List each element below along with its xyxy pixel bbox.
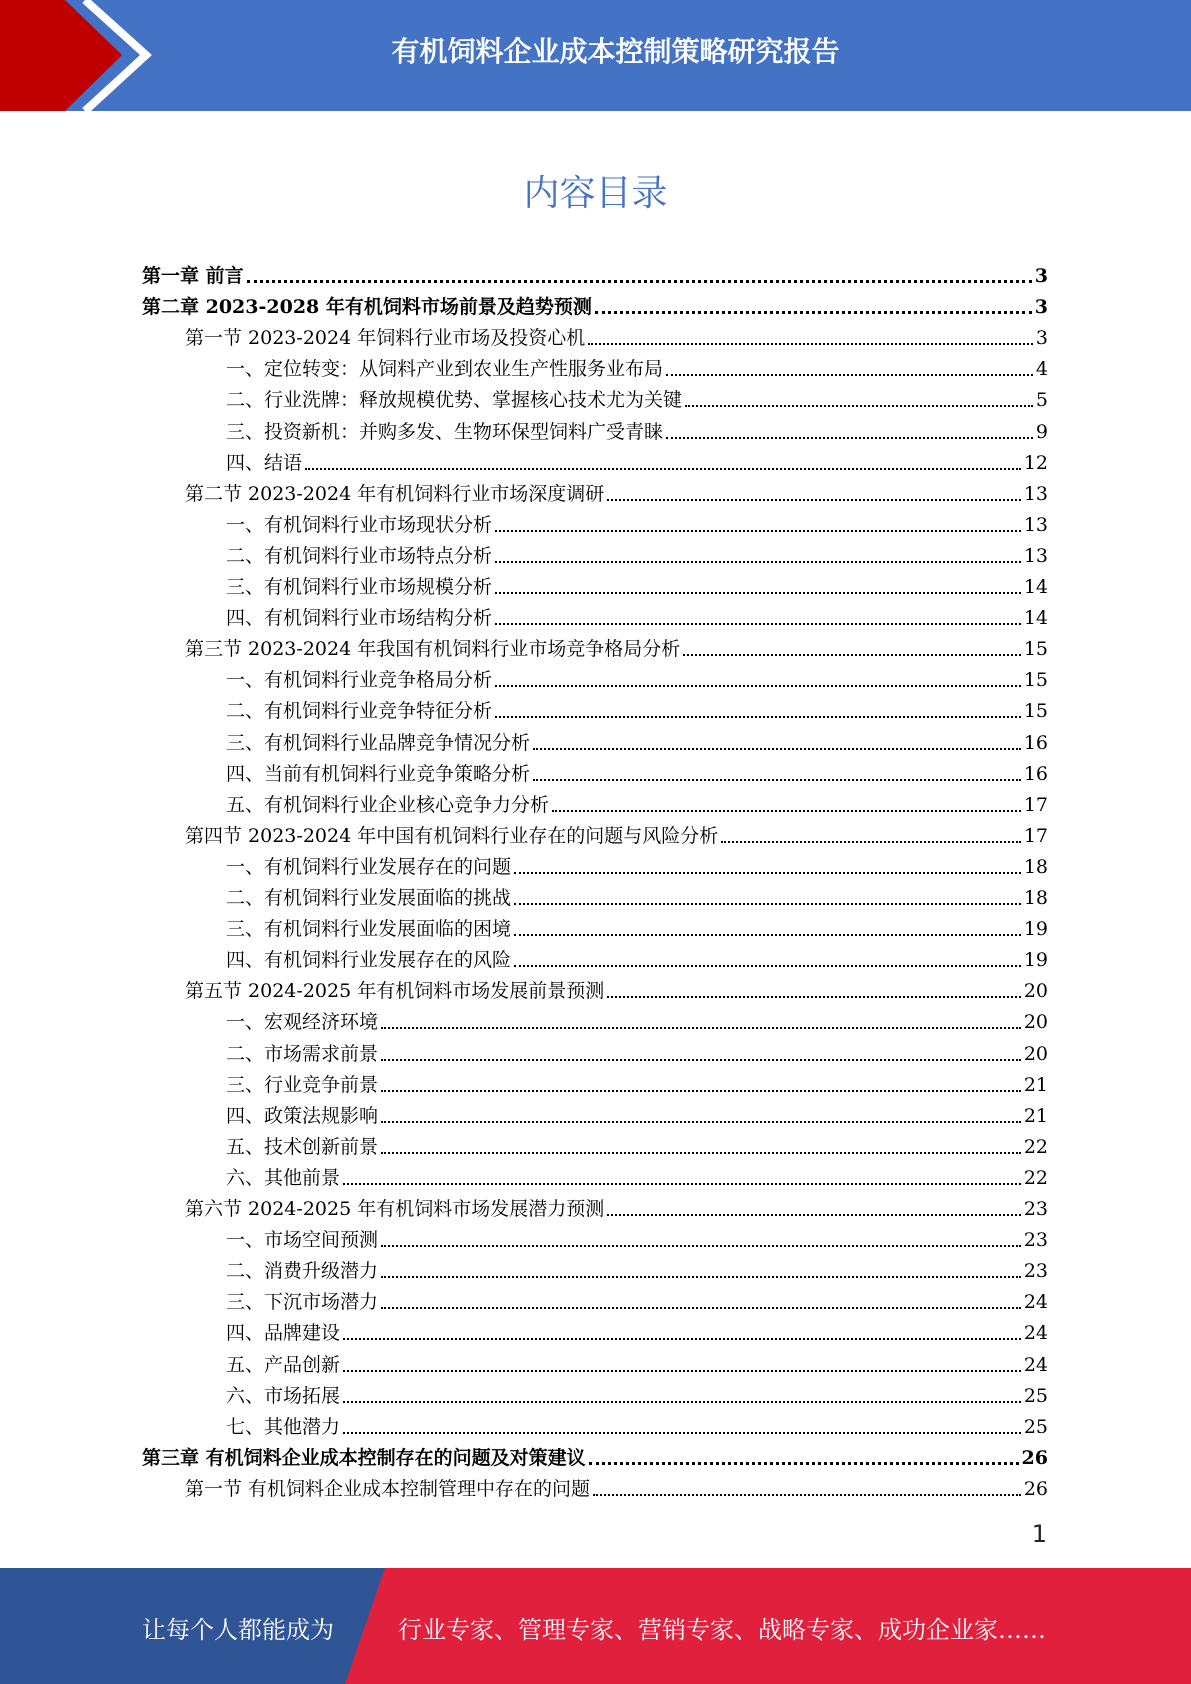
toc-dot-leader xyxy=(588,343,1033,345)
toc-entry-label: 五、产品创新 xyxy=(226,1353,341,1376)
toc-entry[interactable] xyxy=(226,848,1048,878)
toc-dot-leader xyxy=(495,561,1021,563)
toc-dot-leader xyxy=(381,1245,1021,1247)
toc-dot-leader xyxy=(607,996,1021,998)
toc-entry-label: 第一章 前言 xyxy=(142,265,244,287)
toc-entry-page: 14 xyxy=(1023,576,1048,598)
toc-entry-label: 二、行业洗牌：释放规模优势、掌握核心技术尤为关键 xyxy=(226,389,683,412)
toc-entry[interactable] xyxy=(226,755,1048,785)
toc-dot-leader xyxy=(343,1401,1021,1403)
toc-entry-label: 三、下沉市场潜力 xyxy=(226,1291,379,1314)
toc-entry-page: 21 xyxy=(1023,1073,1048,1096)
toc-dot-leader xyxy=(514,872,1021,874)
toc-dot-leader xyxy=(495,592,1021,594)
toc-dot-leader xyxy=(343,1432,1021,1434)
toc-entry-page: 3 xyxy=(1034,265,1048,287)
toc-entry-label: 第一节 2023-2024 年饲料行业市场及投资心机 xyxy=(185,327,586,350)
report-title: 有机饲料企业成本控制策略研究报告 xyxy=(391,35,840,68)
toc-entry-label: 二、消费升级潜力 xyxy=(226,1260,379,1283)
toc-entry-page: 23 xyxy=(1023,1229,1048,1252)
toc-entry-page: 3 xyxy=(1035,327,1048,350)
toc-entry-label: 第三章 有机饲料企业成本控制存在的问题及对策建议 xyxy=(142,1446,586,1469)
toc-entry-label: 第六节 2024-2025 年有机饲料市场发展潜力预测 xyxy=(185,1198,605,1220)
toc-dot-leader xyxy=(343,1338,1021,1340)
toc-entry-page: 13 xyxy=(1023,513,1048,536)
toc-entry-label: 三、有机饲料行业市场规模分析 xyxy=(226,576,493,598)
toc-entry[interactable] xyxy=(185,972,1048,1002)
toc-entry[interactable] xyxy=(226,692,1048,722)
toc-entry-label: 三、行业竞争前景 xyxy=(226,1073,379,1096)
toc-entry-label: 三、投资新机：并购多发、生物环保型饲料广受青睐 xyxy=(226,420,664,443)
toc-heading: 内容目录 xyxy=(523,173,668,214)
toc-dot-leader xyxy=(593,1494,1021,1496)
toc-dot-leader xyxy=(683,654,1021,656)
toc-entry-page: 25 xyxy=(1023,1384,1048,1407)
toc-entry-label: 六、其他前景 xyxy=(226,1166,341,1189)
footer-slogan-right: 行业专家、管理专家、营销专家、战略专家、成功企业家…… xyxy=(398,1616,1046,1644)
toc-dot-leader xyxy=(552,810,1021,812)
toc-entry-label: 第三节 2023-2024 年我国有机饲料行业市场竞争格局分析 xyxy=(185,638,681,661)
toc-entry[interactable] xyxy=(185,1470,1048,1500)
toc-entry[interactable] xyxy=(226,661,1048,691)
toc-dot-leader xyxy=(495,530,1021,532)
toc-dot-leader xyxy=(247,280,1032,283)
toc-entry[interactable] xyxy=(226,1252,1048,1282)
toc-entry[interactable] xyxy=(185,475,1048,505)
toc-entry-page: 17 xyxy=(1023,824,1048,847)
toc-dot-leader xyxy=(381,1276,1021,1278)
toc-dot-leader xyxy=(666,374,1033,376)
toc-entry-label: 一、市场空间预测 xyxy=(226,1229,379,1252)
toc-entry-page: 20 xyxy=(1023,1042,1048,1065)
toc-entry[interactable] xyxy=(226,1035,1048,1065)
toc-entry-page: 20 xyxy=(1023,980,1048,1003)
toc-entry-page: 22 xyxy=(1023,1135,1048,1158)
toc-entry-label: 二、有机饲料行业市场特点分析 xyxy=(226,544,493,567)
toc-entry-page: 24 xyxy=(1023,1353,1048,1376)
toc-dot-leader xyxy=(533,779,1021,781)
toc-entry-page: 15 xyxy=(1023,700,1048,723)
toc-entry-label: 五、有机饲料行业企业核心竞争力分析 xyxy=(226,793,550,816)
toc-entry-page: 23 xyxy=(1023,1260,1048,1283)
toc-entry-label: 四、有机饲料行业市场结构分析 xyxy=(226,607,493,630)
toc-entry-page: 20 xyxy=(1023,1011,1048,1034)
toc-dot-leader xyxy=(343,1370,1021,1372)
toc-dot-leader xyxy=(381,1027,1021,1029)
toc-dot-leader xyxy=(343,1183,1021,1185)
toc-entry[interactable] xyxy=(226,1128,1048,1158)
toc-dot-leader xyxy=(495,716,1021,718)
toc-entry[interactable] xyxy=(142,1439,1048,1469)
toc-entry-page: 16 xyxy=(1023,731,1048,754)
toc-entry-page: 26 xyxy=(1021,1446,1048,1469)
toc-entry[interactable] xyxy=(226,444,1048,474)
toc-dot-leader xyxy=(589,1462,1019,1465)
toc-entry-page: 13 xyxy=(1023,544,1048,567)
toc-entry-page: 24 xyxy=(1023,1291,1048,1314)
toc-entry-page: 22 xyxy=(1023,1166,1048,1189)
toc-dot-leader xyxy=(305,468,1021,470)
toc-entry[interactable] xyxy=(226,1003,1048,1033)
toc-entry-label: 一、有机饲料行业发展存在的问题 xyxy=(226,855,512,878)
toc-entry-page: 9 xyxy=(1035,420,1048,443)
toc-entry[interactable] xyxy=(226,350,1048,380)
toc-entry[interactable] xyxy=(226,1221,1048,1251)
toc-entry[interactable] xyxy=(226,1377,1048,1407)
toc-entry-page: 26 xyxy=(1023,1477,1048,1500)
toc-dot-leader xyxy=(495,623,1021,625)
toc-entry-label: 一、宏观经济环境 xyxy=(226,1011,379,1034)
toc-entry-page: 14 xyxy=(1023,607,1048,630)
page-header xyxy=(0,0,1191,111)
toc-entry-page: 13 xyxy=(1023,482,1048,505)
toc-dot-leader xyxy=(381,1121,1021,1123)
toc-entry-label: 四、结语 xyxy=(226,451,303,474)
toc-entry[interactable] xyxy=(226,1097,1048,1127)
toc-entry-page: 15 xyxy=(1023,638,1048,661)
toc-dot-leader xyxy=(607,499,1021,501)
toc-entry-label: 二、有机饲料行业发展面临的挑战 xyxy=(226,887,512,909)
page-footer xyxy=(0,1568,1191,1684)
toc-entry[interactable] xyxy=(185,817,1048,847)
toc-entry-page: 23 xyxy=(1023,1198,1048,1220)
toc-entry-label: 六、市场拓展 xyxy=(226,1384,341,1407)
toc-dot-leader xyxy=(607,1214,1021,1216)
toc-dot-leader xyxy=(514,903,1021,905)
toc-entry-page: 21 xyxy=(1023,1104,1048,1127)
toc-entry-page: 18 xyxy=(1023,887,1048,909)
toc-entry[interactable] xyxy=(185,630,1048,660)
toc-entry-label: 四、有机饲料行业发展存在的风险 xyxy=(226,949,512,972)
toc-entry[interactable] xyxy=(226,941,1048,971)
toc-entry-label: 第二章 2023-2028 年有机饲料市场前景及趋势预测 xyxy=(142,296,592,319)
toc-entry-page: 24 xyxy=(1023,1322,1048,1345)
page-number: 1 xyxy=(1031,1520,1047,1548)
toc-entry[interactable] xyxy=(142,288,1048,318)
toc-entry-label: 四、品牌建设 xyxy=(226,1322,341,1345)
toc-dot-leader xyxy=(495,685,1021,687)
toc-entry[interactable] xyxy=(226,1408,1048,1438)
toc-entry[interactable] xyxy=(226,786,1048,816)
toc-entry-label: 三、有机饲料行业品牌竞争情况分析 xyxy=(226,731,531,754)
toc-dot-leader xyxy=(666,437,1033,439)
toc-entry[interactable] xyxy=(226,879,1048,909)
toc-entry[interactable] xyxy=(226,537,1048,567)
toc-entry[interactable] xyxy=(226,1283,1048,1313)
toc-entry-label: 第一节 有机饲料企业成本控制管理中存在的问题 xyxy=(185,1477,591,1500)
toc-entry[interactable] xyxy=(226,506,1048,536)
toc-entry-label: 一、定位转变：从饲料产业到农业生产性服务业布局 xyxy=(226,358,664,381)
toc-entry[interactable] xyxy=(142,257,1048,287)
toc-entry-label: 第四节 2023-2024 年中国有机饲料行业存在的问题与风险分析 xyxy=(185,824,719,847)
toc-dot-leader xyxy=(381,1152,1021,1154)
toc-entry-page: 15 xyxy=(1023,669,1048,692)
toc-entry[interactable] xyxy=(226,413,1048,443)
toc-entry-page: 12 xyxy=(1023,451,1048,474)
toc-dot-leader xyxy=(381,1059,1021,1061)
toc-entry-page: 5 xyxy=(1035,389,1048,412)
toc-entry[interactable] xyxy=(226,381,1048,411)
toc-entry-page: 19 xyxy=(1023,949,1048,972)
toc-entry-page: 4 xyxy=(1035,358,1048,381)
toc-dot-leader xyxy=(685,405,1033,407)
toc-entry[interactable] xyxy=(226,1314,1048,1344)
toc-dot-leader xyxy=(381,1307,1021,1309)
toc-entry[interactable] xyxy=(185,1190,1048,1220)
toc-entry-label: 四、政策法规影响 xyxy=(226,1104,379,1127)
toc-entry-page: 18 xyxy=(1023,855,1048,878)
toc-entry-page: 17 xyxy=(1023,793,1048,816)
toc-entry-page: 19 xyxy=(1023,918,1048,941)
toc-entry-label: 七、其他潜力 xyxy=(226,1415,341,1438)
toc-entry[interactable] xyxy=(226,568,1048,598)
toc-entry-label: 二、有机饲料行业竞争特征分析 xyxy=(226,700,493,723)
toc-dot-leader xyxy=(533,748,1021,750)
toc-entry-page: 3 xyxy=(1034,296,1048,319)
toc-entry[interactable] xyxy=(226,1066,1048,1096)
toc-dot-leader xyxy=(721,841,1021,843)
toc-entry-label: 第二节 2023-2024 年有机饲料行业市场深度调研 xyxy=(185,482,605,505)
toc-entry-label: 第五节 2024-2025 年有机饲料市场发展前景预测 xyxy=(185,980,605,1003)
footer-slogan-left: 让每个人都能成为 xyxy=(142,1616,334,1644)
toc-dot-leader xyxy=(514,934,1021,936)
toc-entry-label: 四、当前有机饲料行业竞争策略分析 xyxy=(226,762,531,785)
toc-entry[interactable] xyxy=(226,1346,1048,1376)
toc-entry-label: 五、技术创新前景 xyxy=(226,1135,379,1158)
toc-entry[interactable] xyxy=(226,599,1048,629)
toc-entry-label: 一、有机饲料行业市场现状分析 xyxy=(226,513,493,536)
toc-entry-label: 二、市场需求前景 xyxy=(226,1042,379,1065)
toc-entry-page: 16 xyxy=(1023,762,1048,785)
toc-entry[interactable] xyxy=(226,910,1048,940)
toc-entry-page: 25 xyxy=(1023,1415,1048,1438)
toc-entry-label: 一、有机饲料行业竞争格局分析 xyxy=(226,669,493,692)
toc-dot-leader xyxy=(381,1090,1021,1092)
toc-entry[interactable] xyxy=(226,724,1048,754)
toc-entry-label: 三、有机饲料行业发展面临的困境 xyxy=(226,918,512,941)
toc-entry[interactable] xyxy=(226,1159,1048,1189)
toc-entry[interactable] xyxy=(185,319,1048,349)
toc-dot-leader xyxy=(595,311,1032,314)
toc-dot-leader xyxy=(514,965,1021,967)
